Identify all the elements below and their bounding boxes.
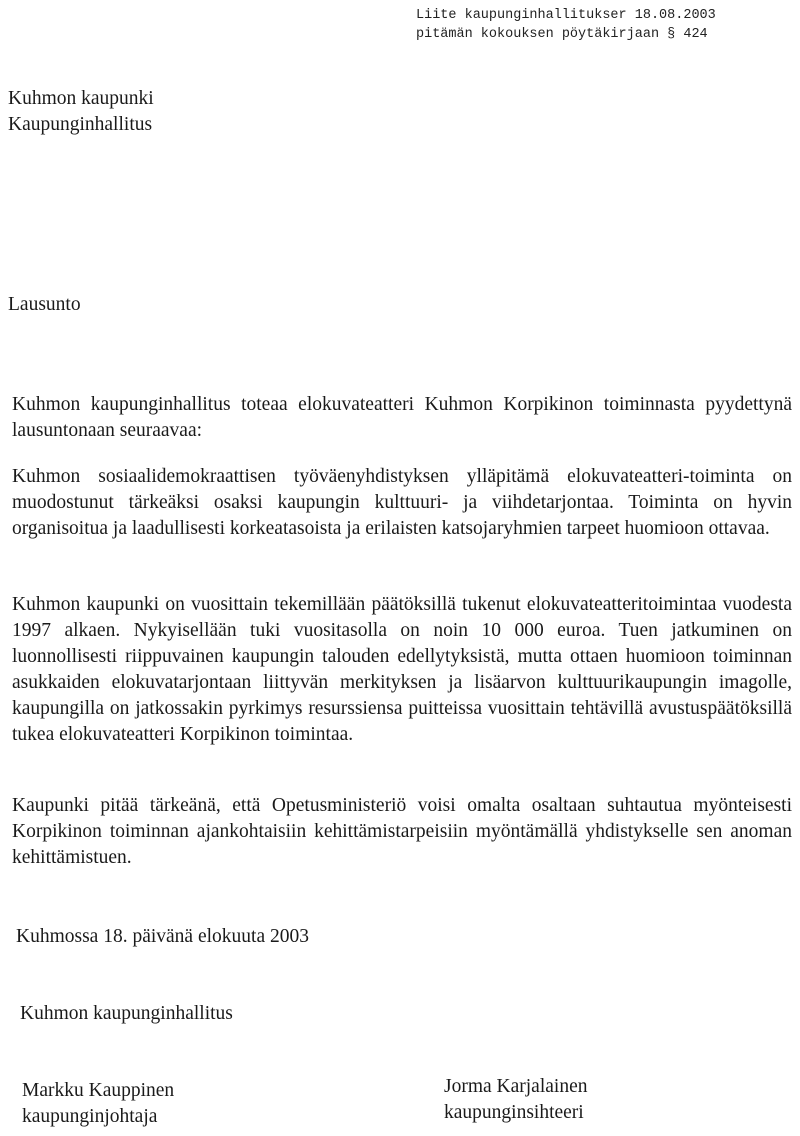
paragraph-activity: Kuhmon sosiaalidemokraattisen työväenyhdistyksen ylläpitämä elokuvateatteri-toiminta on muodostunut tärkeäksi osaksi kaupungin kulttuuri- ja viihdetarjontaa. Toiminta on hyvin organisoitua ja laadullisesti korkeatasoista ja erilaisten katsojaryhmien tarpeet huomioon ottavaa. — [12, 466, 792, 539]
signatory-title: kaupunginjohtaja — [22, 1106, 158, 1127]
signatory-left — [22, 1078, 174, 1130]
attachment-note-line-2: pitämän kokouksen pöytäkirjaan § 424 — [416, 27, 708, 42]
signatory-name: Jorma Karjalainen — [444, 1076, 588, 1097]
signatory-right — [444, 1074, 587, 1126]
sender-city: Kuhmon kaupunki — [8, 88, 154, 109]
paragraph-intro: Kuhmon kaupunginhallitus toteaa elokuvateatteri Kuhmon Korpikinon toiminnasta pyydettynä lausuntonaan seuraavaa: — [12, 394, 792, 441]
place-date: Kuhmossa 18. päivänä elokuuta 2003 — [16, 926, 309, 947]
signatory-name: Markku Kauppinen — [22, 1080, 175, 1101]
document-title: Lausunto — [8, 294, 81, 315]
closing-organization: Kuhmon kaupunginhallitus — [20, 1003, 233, 1024]
sender-body: Kaupunginhallitus — [8, 114, 153, 135]
signatory-title: kaupunginsihteeri — [444, 1102, 584, 1123]
attachment-note — [416, 6, 796, 44]
sender-block — [8, 86, 154, 138]
paragraph-request: Kaupunki pitää tärkeänä, että Opetusministeriö voisi omalta osaltaan suhtautua myönteisesti Korpikinon toiminnan ajankohtaisiin kehittämistarpeisiin myöntämällä yhdistykselle sen anoman kehittämistuen. — [12, 795, 792, 868]
attachment-note-line-1: Liite kaupunginhallitukser 18.08.2003 — [416, 8, 716, 23]
paragraph-funding: Kuhmon kaupunki on vuosittain tekemillään päätöksillä tukenut elokuvateatteritoimintaa vuodesta 1997 alkaen. Nykyisellään tuki vuositasolla on noin 10 000 euroa. Tuen jatkuminen on luonnollisesti riippuvainen kaupungin talouden edellytyksistä, mutta ottaen huomioon toiminnan asukkaiden elokuvatarjontaan liittyvän merkityksen ja lisäarvon kulttuurikaupungin imagolle, kaupungilla on jatkossakin pyrkimys resurssiensa puitteissa vuosittain tehtävillä avustuspäätöksillä tukea elokuvateatteri Korpikinon toimintaa. — [12, 594, 792, 745]
